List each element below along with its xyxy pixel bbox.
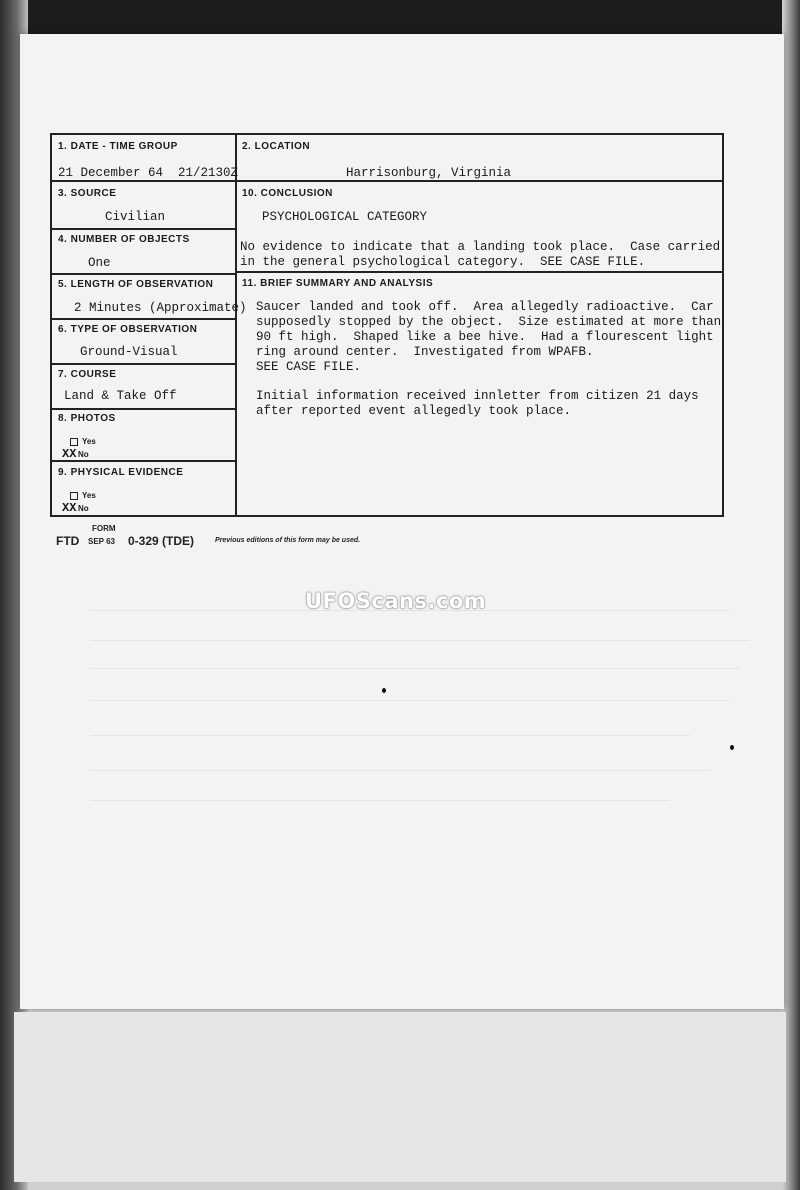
underlying-page-strip	[14, 1012, 786, 1182]
form-id-prefix: FTD	[56, 534, 80, 548]
form-edition-note: Previous editions of this form may be used.	[215, 537, 361, 544]
length-of-observation-value: 2 Minutes (Approximate)	[74, 301, 247, 315]
conclusion-category: PSYCHOLOGICAL CATEGORY	[262, 210, 428, 224]
row-divider	[52, 408, 235, 410]
summary-line: Saucer landed and took off. Area allegedly radioactive. Car	[256, 300, 714, 314]
conclusion-label: 10. CONCLUSION	[242, 188, 333, 199]
summary-line: SEE CASE FILE.	[256, 360, 362, 374]
row-divider	[52, 228, 235, 230]
location-value: Harrisonburg, Virginia	[346, 166, 512, 180]
physical-evidence-label: 9. PHYSICAL EVIDENCE	[58, 467, 184, 478]
bleed-through-line	[90, 700, 730, 701]
watermark: UFOScans.com	[305, 589, 487, 613]
bleed-through-line	[90, 735, 690, 736]
ink-speck	[382, 688, 386, 693]
row-divider	[52, 273, 235, 275]
summary-line: 90 ft high. Shaped like a bee hive. Had a flourescent light	[256, 330, 714, 344]
form-date: SEP 63	[88, 537, 115, 546]
bleed-through-line	[90, 668, 740, 669]
row-divider	[52, 460, 235, 462]
summary-line: Initial information received innletter from citizen 21 days	[256, 389, 699, 403]
physical-evidence-yes-option: Yes	[70, 491, 96, 500]
source-label: 3. SOURCE	[58, 188, 117, 199]
location-label: 2. LOCATION	[242, 141, 311, 152]
checkbox-icon	[70, 438, 78, 446]
bleed-through-line	[90, 800, 670, 801]
row-divider	[235, 271, 724, 273]
summary-line: after reported event allegedly took place.	[256, 404, 572, 418]
date-time-group-value: 21 December 64 21/2130Z	[58, 166, 239, 180]
photos-yes-option: Yes	[70, 437, 96, 446]
summary-label: 11. BRIEF SUMMARY AND ANALYSIS	[242, 278, 434, 289]
conclusion-line: in the general psychological category. SEE CASE FILE.	[240, 255, 646, 269]
bleed-through-line	[90, 640, 750, 641]
number-of-objects-label: 4. NUMBER OF OBJECTS	[58, 234, 190, 245]
photos-no-check-mark: XX	[62, 447, 77, 461]
number-of-objects-value: One	[88, 256, 111, 270]
source-value: Civilian	[105, 210, 166, 224]
date-time-group-label: 1. DATE - TIME GROUP	[58, 141, 178, 152]
conclusion-line: No evidence to indicate that a landing took place. Case carried	[240, 240, 721, 254]
type-of-observation-value: Ground-Visual	[80, 345, 178, 359]
row-divider	[235, 180, 724, 182]
bleed-through-line	[90, 770, 710, 771]
column-divider	[235, 135, 237, 517]
project-record-card	[50, 133, 724, 517]
course-label: 7. COURSE	[58, 369, 117, 380]
physical-evidence-no-check-mark: XX	[62, 501, 77, 515]
ink-speck	[730, 745, 734, 750]
checkbox-icon	[70, 492, 78, 500]
row-divider	[52, 180, 235, 182]
summary-line: supposedly stopped by the object. Size estimated at more than	[256, 315, 722, 329]
form-number: 0-329 (TDE)	[128, 534, 195, 548]
length-of-observation-label: 5. LENGTH OF OBSERVATION	[58, 279, 214, 290]
physical-evidence-no-option: No	[78, 504, 89, 513]
type-of-observation-label: 6. TYPE OF OBSERVATION	[58, 324, 198, 335]
photos-label: 8. PHOTOS	[58, 413, 116, 424]
row-divider	[52, 318, 235, 320]
row-divider	[52, 363, 235, 365]
form-word: FORM	[92, 524, 116, 533]
summary-line: ring around center. Investigated from WPAFB.	[256, 345, 594, 359]
course-value: Land & Take Off	[64, 389, 177, 403]
photos-no-option: No	[78, 450, 89, 459]
